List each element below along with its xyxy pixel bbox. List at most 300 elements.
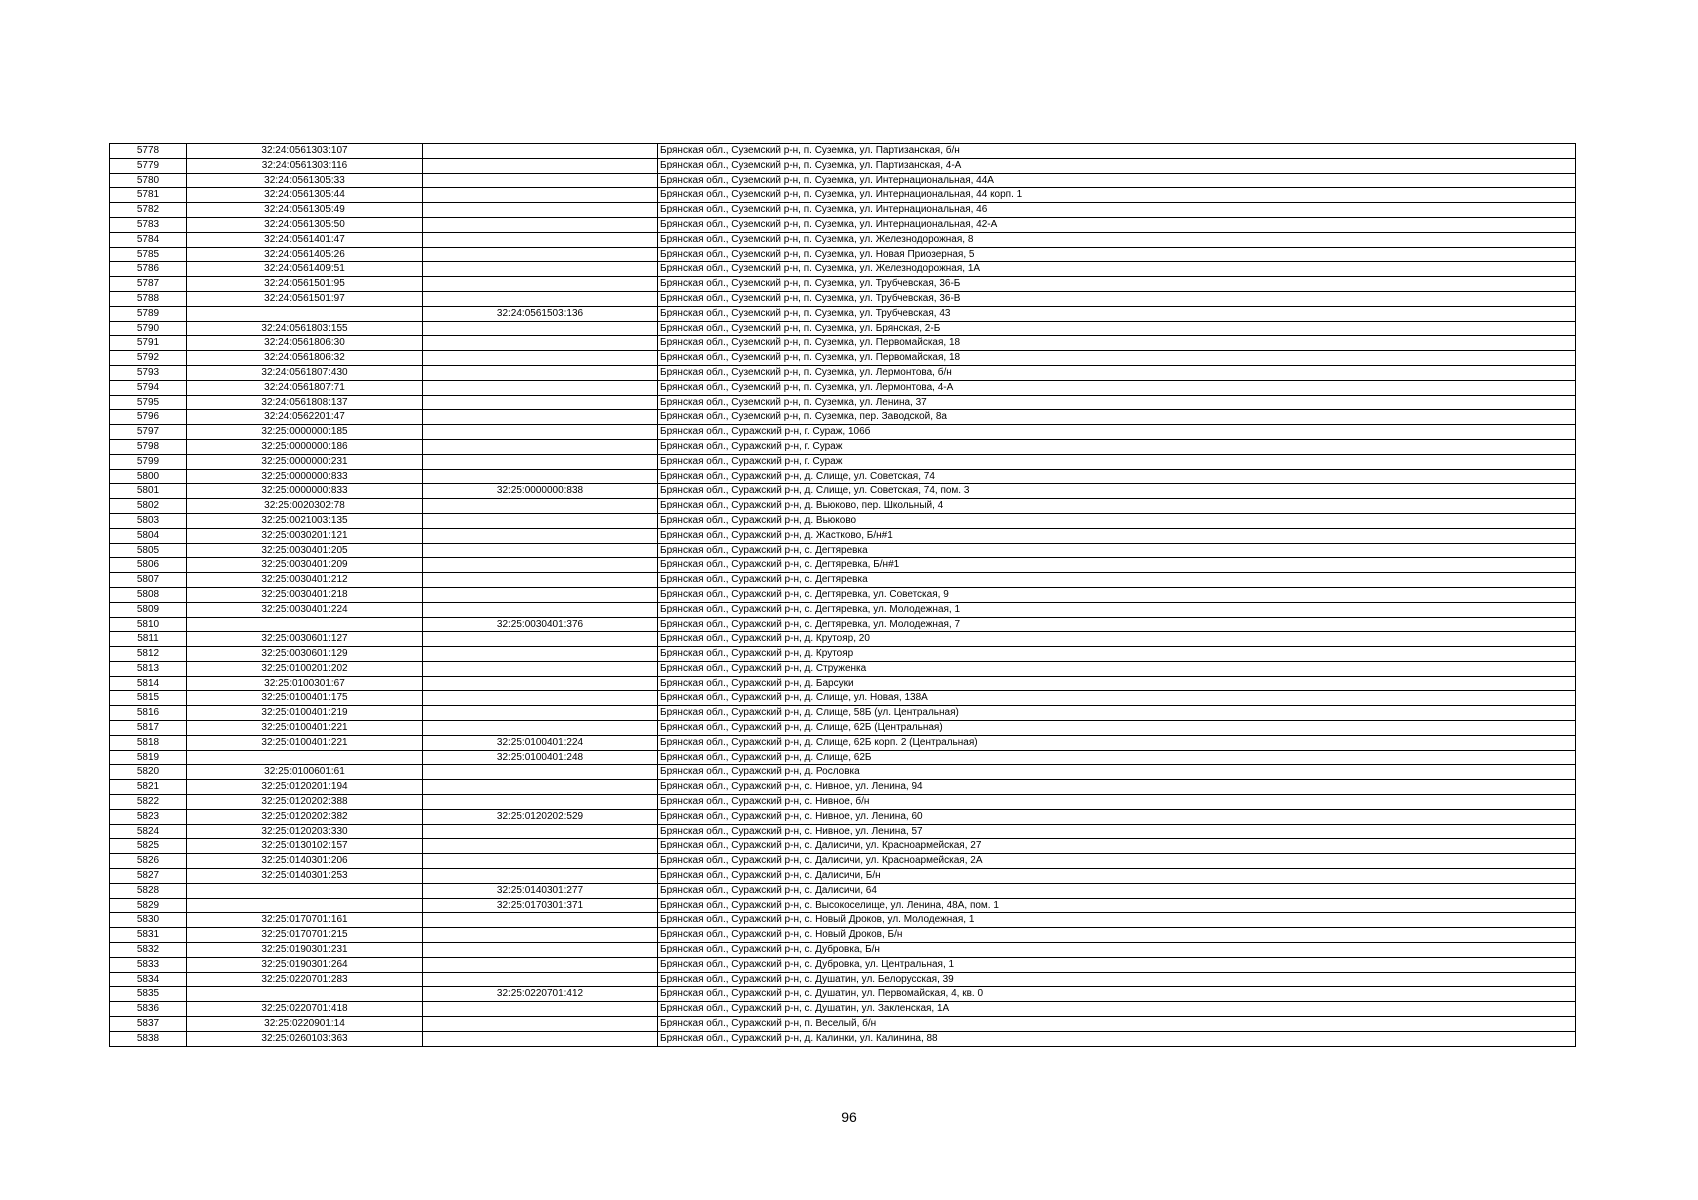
address-cell: Брянская обл., Суражский р-н, с. Дубровка, ул. Центральная, 1 (658, 957, 1576, 972)
related-cadastral-number-cell: 32:25:0030401:376 (423, 617, 658, 632)
table-row (110, 898, 1576, 913)
related-cadastral-number-cell (423, 439, 658, 454)
related-cadastral-number-cell (423, 291, 658, 306)
address-cell: Брянская обл., Суражский р-н, с. Новый Дроков, ул. Молодежная, 1 (658, 913, 1576, 928)
related-cadastral-number-cell (423, 691, 658, 706)
cadastral-number-cell: 32:25:0120201:194 (187, 780, 423, 795)
cadastral-number-cell: 32:25:0100301:67 (187, 676, 423, 691)
address-cell: Брянская обл., Суземский р-н, п. Суземка, ул. Трубчевская, 43 (658, 306, 1576, 321)
related-cadastral-number-cell (423, 247, 658, 262)
row-number-cell: 5829 (110, 898, 187, 913)
address-cell: Брянская обл., Суражский р-н, с. Дегтяревка, ул. Молодежная, 1 (658, 602, 1576, 617)
table-row (110, 158, 1576, 173)
table-row (110, 336, 1576, 351)
address-cell: Брянская обл., Суземский р-н, п. Суземка, ул. Интернациональная, 44 корп. 1 (658, 188, 1576, 203)
related-cadastral-number-cell (423, 188, 658, 203)
cadastral-number-cell (187, 898, 423, 913)
address-cell: Брянская обл., Суземский р-н, п. Суземка, ул. Интернациональная, 42-А (658, 217, 1576, 232)
row-number-cell: 5819 (110, 750, 187, 765)
cadastral-number-cell: 32:25:0100401:175 (187, 691, 423, 706)
related-cadastral-number-cell (423, 602, 658, 617)
row-number-cell: 5794 (110, 380, 187, 395)
table-row (110, 395, 1576, 410)
address-cell: Брянская обл., Суземский р-н, п. Суземка, ул. Новая Приозерная, 5 (658, 247, 1576, 262)
cadastral-number-cell: 32:24:0561303:116 (187, 158, 423, 173)
row-number-cell: 5814 (110, 676, 187, 691)
table-row (110, 706, 1576, 721)
address-cell: Брянская обл., Суземский р-н, п. Суземка, ул. Лермонтова, 4-А (658, 380, 1576, 395)
table-row (110, 247, 1576, 262)
row-number-cell: 5808 (110, 587, 187, 602)
address-cell: Брянская обл., Суражский р-н, с. Душатин, ул. Белорусская, 39 (658, 972, 1576, 987)
related-cadastral-number-cell (423, 454, 658, 469)
address-cell: Брянская обл., Суземский р-н, п. Суземка, ул. Трубчевская, 36-Б (658, 277, 1576, 292)
cadastral-number-cell: 32:25:0260103:363 (187, 1031, 423, 1046)
table-row (110, 765, 1576, 780)
cadastral-number-cell: 32:24:0561803:155 (187, 321, 423, 336)
related-cadastral-number-cell (423, 943, 658, 958)
row-number-cell: 5791 (110, 336, 187, 351)
table-row (110, 691, 1576, 706)
cadastral-number-cell: 32:24:0561807:430 (187, 365, 423, 380)
row-number-cell: 5831 (110, 928, 187, 943)
row-number-cell: 5778 (110, 144, 187, 159)
cadastral-number-cell: 32:24:0561305:49 (187, 203, 423, 218)
related-cadastral-number-cell (423, 957, 658, 972)
cadastral-number-cell: 32:25:0100401:221 (187, 735, 423, 750)
address-cell: Брянская обл., Суражский р-н, с. Далисичи, ул. Красноармейская, 2А (658, 854, 1576, 869)
related-cadastral-number-cell (423, 647, 658, 662)
cadastral-number-cell: 32:24:0561305:50 (187, 217, 423, 232)
cadastral-number-cell: 32:25:0140301:206 (187, 854, 423, 869)
table-row (110, 365, 1576, 380)
address-cell: Брянская обл., Суражский р-н, д. Крутояр, 20 (658, 632, 1576, 647)
related-cadastral-number-cell (423, 587, 658, 602)
table-row (110, 780, 1576, 795)
table-row (110, 203, 1576, 218)
row-number-cell: 5779 (110, 158, 187, 173)
row-number-cell: 5805 (110, 543, 187, 558)
address-cell: Брянская обл., Суражский р-н, с. Дегтяревка, ул. Молодежная, 7 (658, 617, 1576, 632)
address-cell: Брянская обл., Суражский р-н, д. Калинки, ул. Калинина, 88 (658, 1031, 1576, 1046)
cadastral-number-cell: 32:25:0220701:283 (187, 972, 423, 987)
cadastral-number-cell: 32:25:0030201:121 (187, 528, 423, 543)
table-row (110, 839, 1576, 854)
row-number-cell: 5781 (110, 188, 187, 203)
cadastral-number-cell: 32:24:0561501:97 (187, 291, 423, 306)
cadastral-number-cell: 32:24:0561303:107 (187, 144, 423, 159)
table-row (110, 380, 1576, 395)
related-cadastral-number-cell (423, 203, 658, 218)
row-number-cell: 5796 (110, 410, 187, 425)
address-cell: Брянская обл., Суземский р-н, п. Суземка, ул. Железнодорожная, 8 (658, 232, 1576, 247)
related-cadastral-number-cell (423, 277, 658, 292)
cadastral-number-cell: 32:25:0030401:218 (187, 587, 423, 602)
table-row (110, 883, 1576, 898)
table-row (110, 410, 1576, 425)
address-cell: Брянская обл., Суражский р-н, с. Нивное, ул. Ленина, 60 (658, 809, 1576, 824)
row-number-cell: 5818 (110, 735, 187, 750)
table-row (110, 543, 1576, 558)
cadastral-number-cell: 32:24:0561807:71 (187, 380, 423, 395)
cadastral-number-cell: 32:25:0170701:161 (187, 913, 423, 928)
address-cell: Брянская обл., Суражский р-н, с. Нивное, ул. Ленина, 57 (658, 824, 1576, 839)
table-row (110, 721, 1576, 736)
related-cadastral-number-cell (423, 158, 658, 173)
address-cell: Брянская обл., Суземский р-н, п. Суземка, пер. Заводской, 8а (658, 410, 1576, 425)
cadastral-number-cell (187, 750, 423, 765)
row-number-cell: 5817 (110, 721, 187, 736)
related-cadastral-number-cell (423, 854, 658, 869)
row-number-cell: 5828 (110, 883, 187, 898)
address-cell: Брянская обл., Суражский р-н, с. Нивное, б/н (658, 795, 1576, 810)
cadastral-number-cell: 32:25:0000000:231 (187, 454, 423, 469)
table-row (110, 173, 1576, 188)
row-number-cell: 5821 (110, 780, 187, 795)
related-cadastral-number-cell (423, 262, 658, 277)
address-cell: Брянская обл., Суражский р-н, д. Вьюково, пер. Школьный, 4 (658, 499, 1576, 514)
related-cadastral-number-cell (423, 232, 658, 247)
row-number-cell: 5810 (110, 617, 187, 632)
address-cell: Брянская обл., Суражский р-н, д. Слище, 62Б (Центральная) (658, 721, 1576, 736)
table-row (110, 188, 1576, 203)
related-cadastral-number-cell (423, 676, 658, 691)
row-number-cell: 5785 (110, 247, 187, 262)
related-cadastral-number-cell (423, 1031, 658, 1046)
cadastral-number-cell: 32:24:0562201:47 (187, 410, 423, 425)
related-cadastral-number-cell (423, 499, 658, 514)
cadastral-number-cell: 32:25:0030601:127 (187, 632, 423, 647)
address-cell: Брянская обл., Суземский р-н, п. Суземка, ул. Интернациональная, 46 (658, 203, 1576, 218)
related-cadastral-number-cell (423, 144, 658, 159)
table-row (110, 913, 1576, 928)
related-cadastral-number-cell (423, 573, 658, 588)
address-cell: Брянская обл., Суражский р-н, д. Рословка (658, 765, 1576, 780)
table-row (110, 1002, 1576, 1017)
row-number-cell: 5803 (110, 513, 187, 528)
registry-table (109, 143, 1576, 1047)
related-cadastral-number-cell (423, 1002, 658, 1017)
address-cell: Брянская обл., Суражский р-н, д. Слище, ул. Новая, 138А (658, 691, 1576, 706)
address-cell: Брянская обл., Суражский р-н, с. Высокоселище, ул. Ленина, 48А, пом. 1 (658, 898, 1576, 913)
related-cadastral-number-cell: 32:25:0100401:224 (423, 735, 658, 750)
registry-table-body (110, 144, 1576, 1047)
table-row (110, 439, 1576, 454)
table-row (110, 676, 1576, 691)
page-number: 96 (841, 1109, 857, 1125)
row-number-cell: 5809 (110, 602, 187, 617)
cadastral-number-cell: 32:25:0120203:330 (187, 824, 423, 839)
cadastral-number-cell (187, 617, 423, 632)
row-number-cell: 5822 (110, 795, 187, 810)
address-cell: Брянская обл., Суражский р-н, с. Далисичи, Б/н (658, 869, 1576, 884)
address-cell: Брянская обл., Суражский р-н, д. Слище, ул. Советская, 74 (658, 469, 1576, 484)
table-row (110, 735, 1576, 750)
address-cell: Брянская обл., Суземский р-н, п. Суземка, ул. Партизанская, 4-А (658, 158, 1576, 173)
row-number-cell: 5835 (110, 987, 187, 1002)
row-number-cell: 5834 (110, 972, 187, 987)
address-cell: Брянская обл., Суражский р-н, д. Крутояр (658, 647, 1576, 662)
cadastral-number-cell: 32:24:0561808:137 (187, 395, 423, 410)
table-row (110, 809, 1576, 824)
row-number-cell: 5833 (110, 957, 187, 972)
address-cell: Брянская обл., Суземский р-н, п. Суземка, ул. Партизанская, б/н (658, 144, 1576, 159)
row-number-cell: 5799 (110, 454, 187, 469)
table-row (110, 469, 1576, 484)
row-number-cell: 5792 (110, 351, 187, 366)
table-row (110, 795, 1576, 810)
row-number-cell: 5807 (110, 573, 187, 588)
related-cadastral-number-cell (423, 528, 658, 543)
row-number-cell: 5801 (110, 484, 187, 499)
table-row (110, 277, 1576, 292)
address-cell: Брянская обл., Суражский р-н, с. Нивное, ул. Ленина, 94 (658, 780, 1576, 795)
cadastral-number-cell: 32:25:0030401:209 (187, 558, 423, 573)
related-cadastral-number-cell (423, 913, 658, 928)
related-cadastral-number-cell (423, 928, 658, 943)
related-cadastral-number-cell (423, 321, 658, 336)
row-number-cell: 5784 (110, 232, 187, 247)
related-cadastral-number-cell: 32:25:0120202:529 (423, 809, 658, 824)
table-row (110, 573, 1576, 588)
cadastral-number-cell: 32:25:0220701:418 (187, 1002, 423, 1017)
address-cell: Брянская обл., Суражский р-н, с. Дегтяревка (658, 543, 1576, 558)
row-number-cell: 5838 (110, 1031, 187, 1046)
cadastral-number-cell: 32:25:0020302:78 (187, 499, 423, 514)
cadastral-number-cell: 32:25:0220901:14 (187, 1017, 423, 1032)
related-cadastral-number-cell (423, 217, 658, 232)
table-row (110, 824, 1576, 839)
table-row (110, 869, 1576, 884)
cadastral-number-cell: 32:25:0100401:219 (187, 706, 423, 721)
row-number-cell: 5790 (110, 321, 187, 336)
address-cell: Брянская обл., Суражский р-н, д. Барсуки (658, 676, 1576, 691)
cadastral-number-cell: 32:24:0561405:26 (187, 247, 423, 262)
cadastral-number-cell: 32:25:0120202:382 (187, 809, 423, 824)
cadastral-number-cell (187, 987, 423, 1002)
related-cadastral-number-cell (423, 410, 658, 425)
related-cadastral-number-cell (423, 972, 658, 987)
related-cadastral-number-cell (423, 513, 658, 528)
row-number-cell: 5782 (110, 203, 187, 218)
address-cell: Брянская обл., Суражский р-н, с. Дегтяревка (658, 573, 1576, 588)
address-cell: Брянская обл., Суражский р-н, д. Струженка (658, 661, 1576, 676)
table-row (110, 513, 1576, 528)
row-number-cell: 5824 (110, 824, 187, 839)
address-cell: Брянская обл., Суземский р-н, п. Суземка, ул. Брянская, 2-Б (658, 321, 1576, 336)
row-number-cell: 5825 (110, 839, 187, 854)
related-cadastral-number-cell: 32:25:0140301:277 (423, 883, 658, 898)
row-number-cell: 5797 (110, 425, 187, 440)
address-cell: Брянская обл., Суземский р-н, п. Суземка, ул. Интернациональная, 44А (658, 173, 1576, 188)
related-cadastral-number-cell: 32:25:0000000:838 (423, 484, 658, 499)
table-row (110, 528, 1576, 543)
address-cell: Брянская обл., Суражский р-н, г. Сураж (658, 454, 1576, 469)
cadastral-number-cell: 32:25:0000000:186 (187, 439, 423, 454)
table-row (110, 987, 1576, 1002)
cadastral-number-cell: 32:25:0100201:202 (187, 661, 423, 676)
row-number-cell: 5800 (110, 469, 187, 484)
table-row (110, 306, 1576, 321)
related-cadastral-number-cell (423, 824, 658, 839)
address-cell: Брянская обл., Суземский р-н, п. Суземка, ул. Железнодорожная, 1А (658, 262, 1576, 277)
table-row (110, 602, 1576, 617)
address-cell: Брянская обл., Суражский р-н, с. Дегтяревка, ул. Советская, 9 (658, 587, 1576, 602)
related-cadastral-number-cell (423, 380, 658, 395)
table-row (110, 854, 1576, 869)
cadastral-number-cell: 32:25:0130102:157 (187, 839, 423, 854)
related-cadastral-number-cell (423, 395, 658, 410)
related-cadastral-number-cell: 32:25:0100401:248 (423, 750, 658, 765)
address-cell: Брянская обл., Суражский р-н, д. Вьюково (658, 513, 1576, 528)
table-row (110, 617, 1576, 632)
cadastral-number-cell: 32:24:0561409:51 (187, 262, 423, 277)
table-row (110, 943, 1576, 958)
address-cell: Брянская обл., Суражский р-н, с. Новый Дроков, Б/н (658, 928, 1576, 943)
related-cadastral-number-cell (423, 839, 658, 854)
table-row (110, 217, 1576, 232)
table-row (110, 647, 1576, 662)
related-cadastral-number-cell (423, 795, 658, 810)
table-row (110, 928, 1576, 943)
cadastral-number-cell: 32:25:0000000:833 (187, 469, 423, 484)
cadastral-number-cell: 32:25:0030401:205 (187, 543, 423, 558)
related-cadastral-number-cell (423, 780, 658, 795)
related-cadastral-number-cell (423, 1017, 658, 1032)
address-cell: Брянская обл., Суражский р-н, с. Душатин, ул. Первомайская, 4, кв. 0 (658, 987, 1576, 1002)
cadastral-number-cell: 32:25:0140301:253 (187, 869, 423, 884)
table-row (110, 321, 1576, 336)
address-cell: Брянская обл., Суземский р-н, п. Суземка, ул. Ленина, 37 (658, 395, 1576, 410)
table-row (110, 425, 1576, 440)
table-row (110, 632, 1576, 647)
row-number-cell: 5832 (110, 943, 187, 958)
row-number-cell: 5783 (110, 217, 187, 232)
table-row (110, 558, 1576, 573)
row-number-cell: 5820 (110, 765, 187, 780)
related-cadastral-number-cell (423, 469, 658, 484)
row-number-cell: 5802 (110, 499, 187, 514)
address-cell: Брянская обл., Суражский р-н, п. Веселый, б/н (658, 1017, 1576, 1032)
table-row (110, 972, 1576, 987)
row-number-cell: 5811 (110, 632, 187, 647)
table-row (110, 957, 1576, 972)
cadastral-number-cell: 32:25:0100601:61 (187, 765, 423, 780)
row-number-cell: 5806 (110, 558, 187, 573)
row-number-cell: 5793 (110, 365, 187, 380)
cadastral-number-cell: 32:25:0030401:224 (187, 602, 423, 617)
row-number-cell: 5826 (110, 854, 187, 869)
cadastral-number-cell: 32:25:0000000:185 (187, 425, 423, 440)
table-row (110, 750, 1576, 765)
cadastral-number-cell: 32:25:0190301:231 (187, 943, 423, 958)
address-cell: Брянская обл., Суражский р-н, с. Душатин, ул. Закленская, 1А (658, 1002, 1576, 1017)
row-number-cell: 5812 (110, 647, 187, 662)
row-number-cell: 5786 (110, 262, 187, 277)
related-cadastral-number-cell (423, 543, 658, 558)
table-row (110, 499, 1576, 514)
row-number-cell: 5816 (110, 706, 187, 721)
cadastral-number-cell: 32:25:0190301:264 (187, 957, 423, 972)
cadastral-number-cell: 32:25:0170701:215 (187, 928, 423, 943)
table-row (110, 454, 1576, 469)
related-cadastral-number-cell (423, 869, 658, 884)
cadastral-number-cell: 32:24:0561305:44 (187, 188, 423, 203)
address-cell: Брянская обл., Суражский р-н, с. Далисичи, 64 (658, 883, 1576, 898)
table-row (110, 587, 1576, 602)
related-cadastral-number-cell: 32:25:0170301:371 (423, 898, 658, 913)
row-number-cell: 5836 (110, 1002, 187, 1017)
cadastral-number-cell: 32:25:0120202:388 (187, 795, 423, 810)
address-cell: Брянская обл., Суражский р-н, д. Слище, 62Б (658, 750, 1576, 765)
table-row (110, 661, 1576, 676)
cadastral-number-cell: 32:25:0030401:212 (187, 573, 423, 588)
cadastral-number-cell: 32:24:0561401:47 (187, 232, 423, 247)
related-cadastral-number-cell (423, 765, 658, 780)
address-cell: Брянская обл., Суражский р-н, д. Жастково, Б/н#1 (658, 528, 1576, 543)
cadastral-number-cell: 32:25:0000000:833 (187, 484, 423, 499)
address-cell: Брянская обл., Суражский р-н, с. Далисичи, ул. Красноармейская, 27 (658, 839, 1576, 854)
address-cell: Брянская обл., Суземский р-н, п. Суземка, ул. Трубчевская, 36-В (658, 291, 1576, 306)
address-cell: Брянская обл., Суземский р-н, п. Суземка, ул. Первомайская, 18 (658, 351, 1576, 366)
table-row (110, 484, 1576, 499)
address-cell: Брянская обл., Суражский р-н, д. Слище, 58Б (ул. Центральная) (658, 706, 1576, 721)
row-number-cell: 5804 (110, 528, 187, 543)
row-number-cell: 5827 (110, 869, 187, 884)
row-number-cell: 5837 (110, 1017, 187, 1032)
row-number-cell: 5795 (110, 395, 187, 410)
related-cadastral-number-cell: 32:25:0220701:412 (423, 987, 658, 1002)
table-row (110, 1017, 1576, 1032)
table-row (110, 144, 1576, 159)
cadastral-number-cell: 32:25:0100401:221 (187, 721, 423, 736)
cadastral-number-cell (187, 883, 423, 898)
related-cadastral-number-cell (423, 425, 658, 440)
row-number-cell: 5787 (110, 277, 187, 292)
row-number-cell: 5830 (110, 913, 187, 928)
related-cadastral-number-cell (423, 351, 658, 366)
row-number-cell: 5813 (110, 661, 187, 676)
cadastral-number-cell: 32:24:0561501:95 (187, 277, 423, 292)
row-number-cell: 5780 (110, 173, 187, 188)
row-number-cell: 5788 (110, 291, 187, 306)
address-cell: Брянская обл., Суражский р-н, г. Сураж (658, 439, 1576, 454)
address-cell: Брянская обл., Суражский р-н, г. Сураж, 106б (658, 425, 1576, 440)
table-row (110, 232, 1576, 247)
table-row (110, 351, 1576, 366)
related-cadastral-number-cell (423, 661, 658, 676)
row-number-cell: 5815 (110, 691, 187, 706)
related-cadastral-number-cell: 32:24:0561503:136 (423, 306, 658, 321)
cadastral-number-cell: 32:24:0561806:30 (187, 336, 423, 351)
cadastral-number-cell: 32:24:0561806:32 (187, 351, 423, 366)
address-cell: Брянская обл., Суражский р-н, д. Слище, 62Б корп. 2 (Центральная) (658, 735, 1576, 750)
address-cell: Брянская обл., Суражский р-н, с. Дегтяревка, Б/н#1 (658, 558, 1576, 573)
related-cadastral-number-cell (423, 173, 658, 188)
address-cell: Брянская обл., Суземский р-н, п. Суземка, ул. Первомайская, 18 (658, 336, 1576, 351)
table-row (110, 291, 1576, 306)
address-cell: Брянская обл., Суражский р-н, д. Слище, ул. Советская, 74, пом. 3 (658, 484, 1576, 499)
row-number-cell: 5823 (110, 809, 187, 824)
related-cadastral-number-cell (423, 632, 658, 647)
related-cadastral-number-cell (423, 558, 658, 573)
row-number-cell: 5789 (110, 306, 187, 321)
address-cell: Брянская обл., Суражский р-н, с. Дубровка, Б/н (658, 943, 1576, 958)
table-row (110, 262, 1576, 277)
table-row (110, 1031, 1576, 1046)
cadastral-number-cell: 32:24:0561305:33 (187, 173, 423, 188)
related-cadastral-number-cell (423, 336, 658, 351)
